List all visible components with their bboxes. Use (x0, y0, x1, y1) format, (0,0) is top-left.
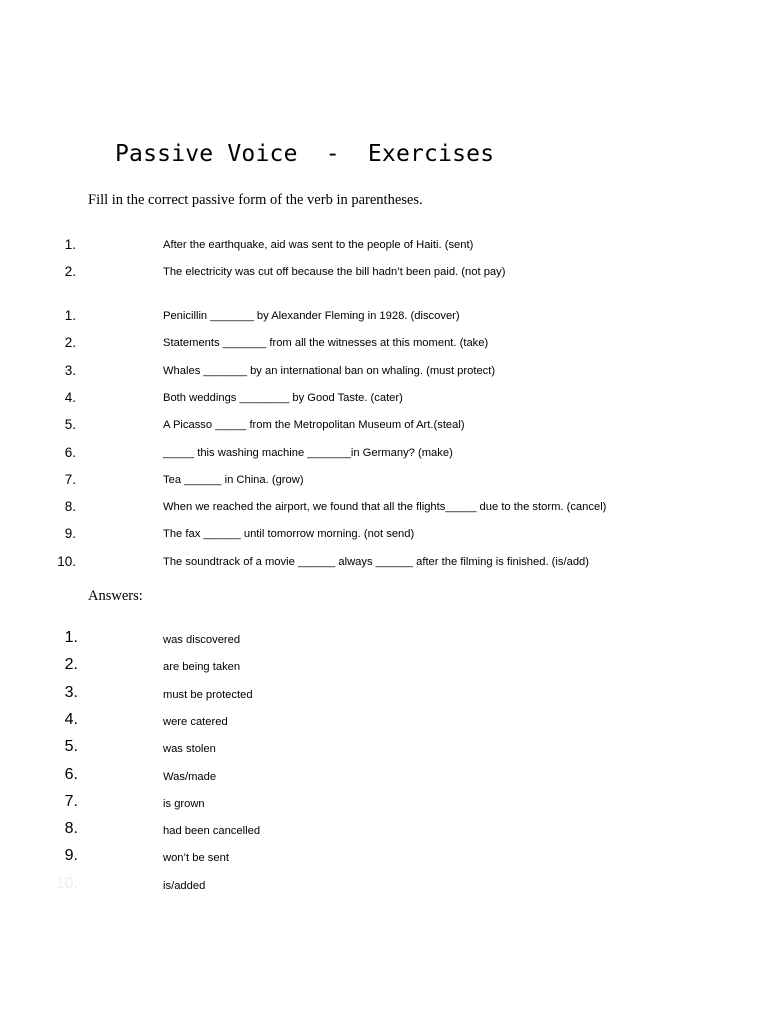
answer-number: 8. (64, 820, 78, 837)
exercise-row (0, 308, 768, 328)
answer-number: 10. (55, 875, 78, 892)
exercise-row (0, 390, 768, 410)
exercise-text: When we reached the airport, we found that all the flights_____ due to the storm. (cancel) (163, 501, 607, 513)
exercise-number: 9. (64, 526, 76, 541)
exercise-row (0, 363, 768, 383)
answer-text: had been cancelled (163, 825, 261, 837)
exercise-row (0, 445, 768, 465)
answer-number: 1. (64, 629, 78, 646)
answer-text: are being taken (163, 661, 241, 673)
example-text: The electricity was cut off because the bill hadn’t been paid. (not pay) (163, 266, 506, 278)
exercise-text: Statements _______ from all the witnesses at this moment. (take) (163, 337, 489, 349)
exercise-text: Penicillin _______ by Alexander Fleming in 1928. (discover) (163, 310, 460, 322)
answer-row (0, 875, 768, 898)
answer-number: 2. (64, 656, 78, 673)
exercise-number: 2. (64, 335, 76, 350)
exercise-row (0, 499, 768, 519)
exercise-number: 5. (64, 417, 76, 432)
instructions: Fill in the correct passive form of the verb in parentheses. (88, 192, 423, 208)
exercise-number: 7. (64, 472, 76, 487)
answer-row (0, 766, 768, 789)
page-title: Passive Voice - Exercises (115, 141, 495, 167)
exercise-number: 8. (64, 499, 76, 514)
exercise-text: Whales _______ by an international ban on whaling. (must protect) (163, 365, 496, 377)
answer-number: 4. (64, 711, 78, 728)
exercise-number: 3. (64, 363, 76, 378)
answer-text: is/added (163, 880, 206, 892)
exercise-row (0, 526, 768, 546)
answer-text: was stolen (163, 743, 216, 755)
exercise-text: A Picasso _____ from the Metropolitan Museum of Art.(steal) (163, 419, 465, 431)
example-text: After the earthquake, aid was sent to the people of Haiti. (sent) (163, 239, 474, 251)
exercise-row (0, 472, 768, 492)
answer-number: 6. (64, 766, 78, 783)
answer-text: is grown (163, 798, 205, 810)
exercise-text: The fax ______ until tomorrow morning. (not send) (163, 528, 415, 540)
exercise-text: Both weddings ________ by Good Taste. (cater) (163, 392, 403, 404)
exercise-number: 6. (64, 445, 76, 460)
exercise-text: _____ this washing machine _______in Germany? (make) (163, 447, 453, 459)
exercise-text: Tea ______ in China. (grow) (163, 474, 304, 486)
example-row (0, 264, 768, 284)
exercise-row (0, 335, 768, 355)
answer-row (0, 820, 768, 843)
answer-text: won’t be sent (163, 852, 229, 864)
answer-number: 7. (64, 793, 78, 810)
exercise-text: The soundtrack of a movie ______ always ______ after the filming is finished. (is/add) (163, 556, 589, 568)
exercise-number: 4. (64, 390, 76, 405)
answer-number: 9. (64, 847, 78, 864)
answer-text: were catered (163, 716, 228, 728)
answer-row (0, 847, 768, 870)
example-number: 1. (64, 237, 76, 252)
answer-row (0, 656, 768, 679)
answer-row (0, 684, 768, 707)
example-number: 2. (64, 264, 76, 279)
exercise-row (0, 417, 768, 437)
exercise-number: 10. (57, 554, 76, 569)
answers-heading: Answers: (88, 588, 143, 604)
example-row (0, 237, 768, 257)
exercise-row (0, 554, 768, 574)
answer-row (0, 738, 768, 761)
answer-number: 3. (64, 684, 78, 701)
answer-text: must be protected (163, 689, 253, 701)
answer-row (0, 629, 768, 652)
answer-number: 5. (64, 738, 78, 755)
answer-text: was discovered (163, 634, 241, 646)
answer-text: Was/made (163, 771, 217, 783)
answer-row (0, 793, 768, 816)
answer-row (0, 711, 768, 734)
exercise-number: 1. (64, 308, 76, 323)
